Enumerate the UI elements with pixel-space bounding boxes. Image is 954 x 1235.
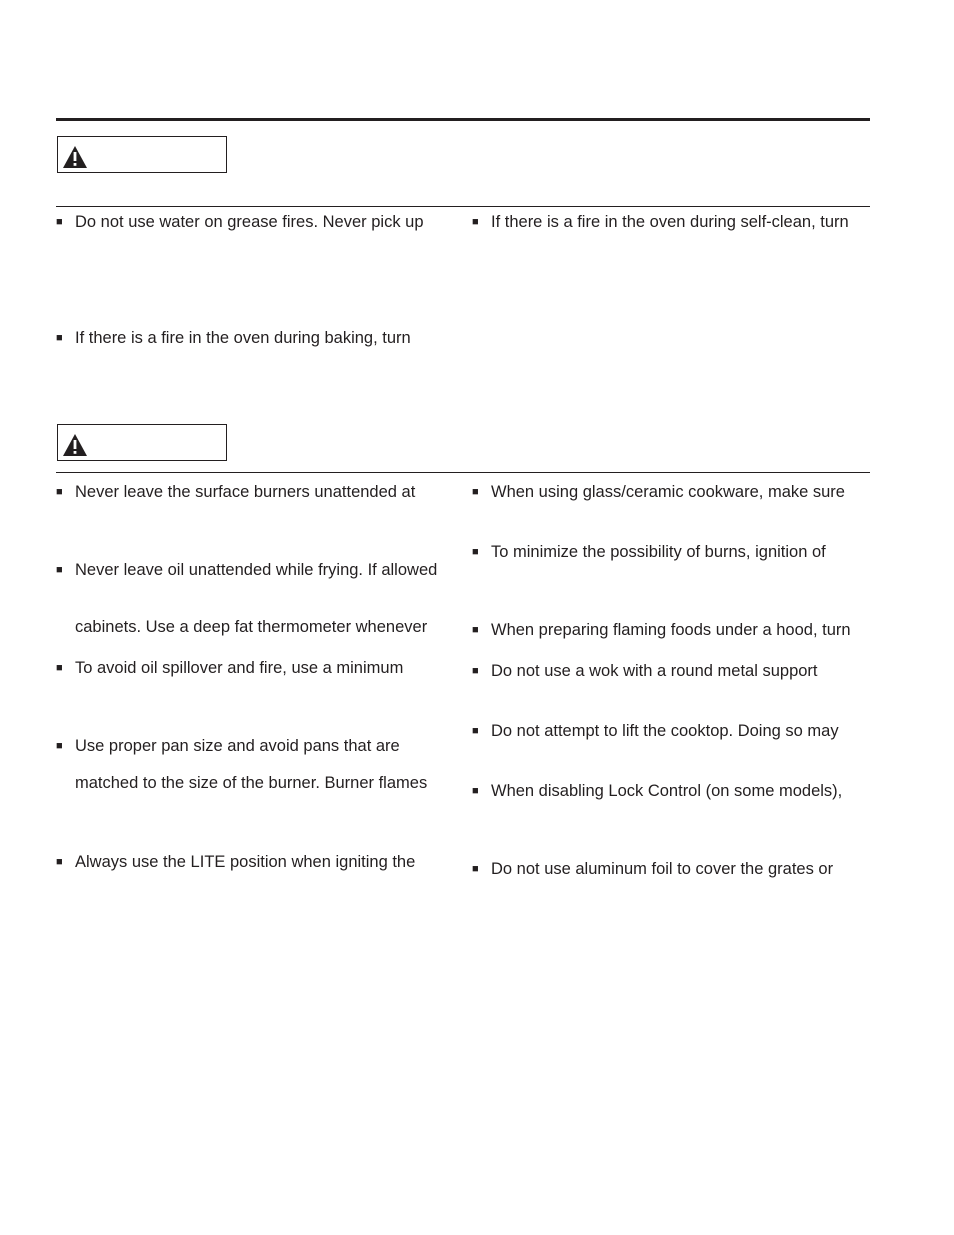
warning-triangle-icon [62, 145, 88, 169]
list-item-text: Do not attempt to lift the cooktop. Doing so may [491, 722, 839, 740]
warning-label-box-1 [57, 136, 227, 173]
square-bullet-icon: ■ [472, 725, 479, 737]
list-item-text: When disabling Lock Control (on some models), [491, 782, 843, 800]
list-item-text: matched to the size of the burner. Burner flames [75, 774, 428, 792]
square-bullet-icon: ■ [472, 785, 479, 797]
square-bullet-icon: ■ [472, 486, 479, 498]
list-item [472, 620, 851, 640]
list-item-text: Use proper pan size and avoid pans that are [75, 737, 400, 755]
list-item [56, 736, 400, 756]
list-item [56, 212, 424, 232]
list-item [472, 781, 843, 801]
list-item-text: Do not use a wok with a round metal support [491, 662, 818, 680]
list-item-text: To minimize the possibility of burns, ignition of [491, 543, 826, 561]
list-item [56, 482, 416, 502]
list-item-text: Do not use water on grease fires. Never pick up [75, 213, 424, 231]
top-divider [56, 118, 870, 121]
list-item [56, 560, 438, 580]
list-item-text: cabinets. Use a deep fat thermometer whenever [75, 618, 428, 636]
square-bullet-icon: ■ [56, 216, 63, 228]
list-item [472, 859, 834, 879]
list-item [472, 721, 839, 741]
list-item-text: Do not use aluminum foil to cover the grates or [491, 860, 834, 878]
warning-label-box-2 [57, 424, 227, 461]
list-item-text: When preparing flaming foods under a hood, turn [491, 621, 851, 639]
list-item-text: Always use the LITE position when igniting the [75, 853, 416, 871]
list-item-text: If there is a fire in the oven during self-clean, turn [491, 213, 849, 231]
list-item-text: Never leave the surface burners unattended at [75, 483, 416, 501]
list-item [56, 328, 411, 348]
square-bullet-icon: ■ [56, 486, 63, 498]
list-item [472, 542, 826, 562]
square-bullet-icon: ■ [56, 740, 63, 752]
list-item [472, 661, 818, 681]
square-bullet-icon: ■ [56, 856, 63, 868]
list-item [472, 212, 849, 232]
square-bullet-icon: ■ [472, 216, 479, 228]
list-item [56, 852, 416, 872]
square-bullet-icon: ■ [56, 662, 63, 674]
list-item-text: If there is a fire in the oven during baking, turn [75, 329, 411, 347]
square-bullet-icon: ■ [56, 564, 63, 576]
list-item-text: To avoid oil spillover and fire, use a minimum [75, 659, 404, 677]
list-item-text: When using glass/ceramic cookware, make sure [491, 483, 845, 501]
warning-triangle-icon [62, 433, 88, 457]
square-bullet-icon: ■ [56, 332, 63, 344]
section-2-divider [56, 472, 870, 473]
square-bullet-icon: ■ [472, 546, 479, 558]
square-bullet-icon: ■ [472, 665, 479, 677]
section-1-divider [56, 206, 870, 207]
square-bullet-icon: ■ [472, 624, 479, 636]
list-item [472, 482, 845, 502]
list-item-text: Never leave oil unattended while frying. If allowed [75, 561, 438, 579]
square-bullet-icon: ■ [472, 863, 479, 875]
list-item-continuation [75, 617, 427, 637]
list-item-continuation [75, 773, 427, 793]
list-item [56, 658, 404, 678]
